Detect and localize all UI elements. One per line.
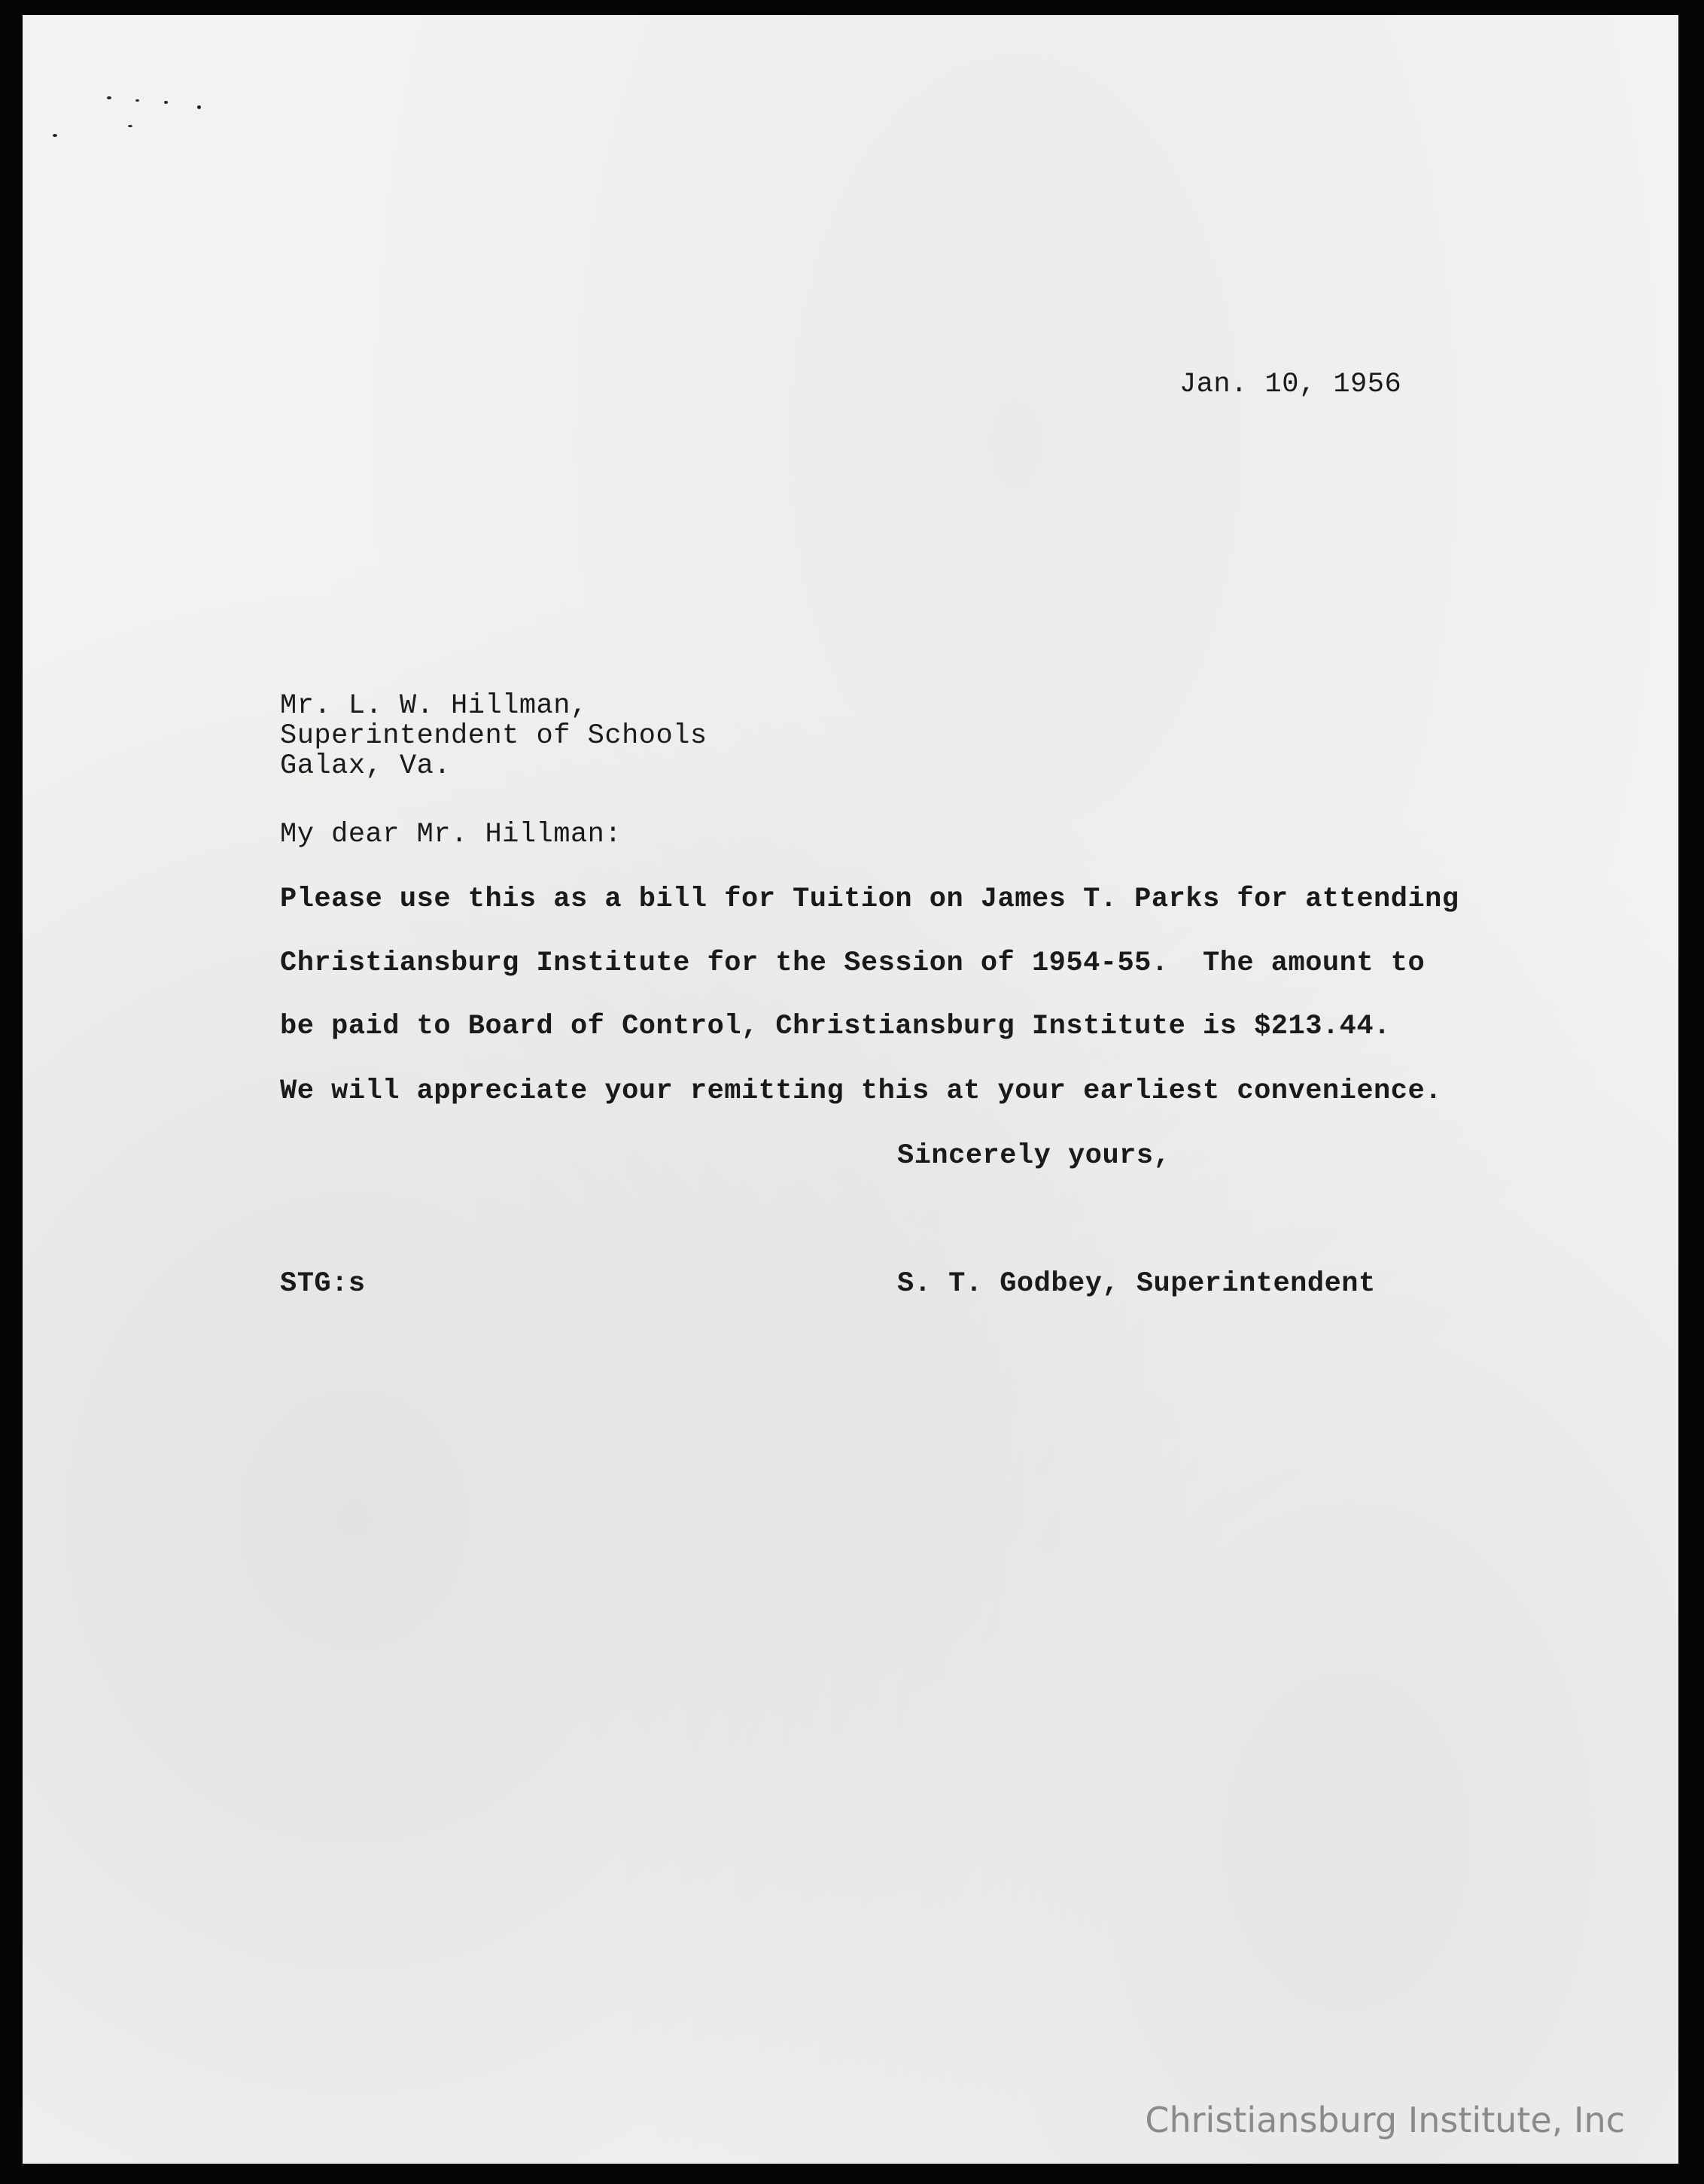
recipient-title: Superintendent of Schools [280,720,707,752]
body-line: Please use this as a bill for Tuition on James T. Parks for attending [280,884,1459,915]
watermark: Christiansburg Institute, Inc [1145,2100,1625,2140]
body-line: We will appreciate your remitting this at your earliest convenience. [280,1075,1442,1107]
salutation: My dear Mr. Hillman: [280,819,622,850]
body-line: be paid to Board of Control, Christiansburg Institute is $213.44. [280,1011,1391,1042]
body-line: Christiansburg Institute for the Session of 1954-55. The amount to [280,948,1426,979]
reference-initials: STG:s [280,1268,366,1300]
ink-speck [197,105,201,109]
ink-speck [164,101,168,104]
ink-speck [135,99,139,102]
signer-name: S. T. Godbey, Superintendent [897,1268,1376,1300]
recipient-location: Galax, Va. [280,750,452,782]
letter-date: Jan. 10, 1956 [1179,369,1402,400]
recipient-name: Mr. L. W. Hillman, [280,690,588,722]
closing: Sincerely yours, [897,1140,1171,1172]
ink-speck [53,134,57,137]
ink-speck [107,96,111,99]
ink-speck [128,125,132,127]
